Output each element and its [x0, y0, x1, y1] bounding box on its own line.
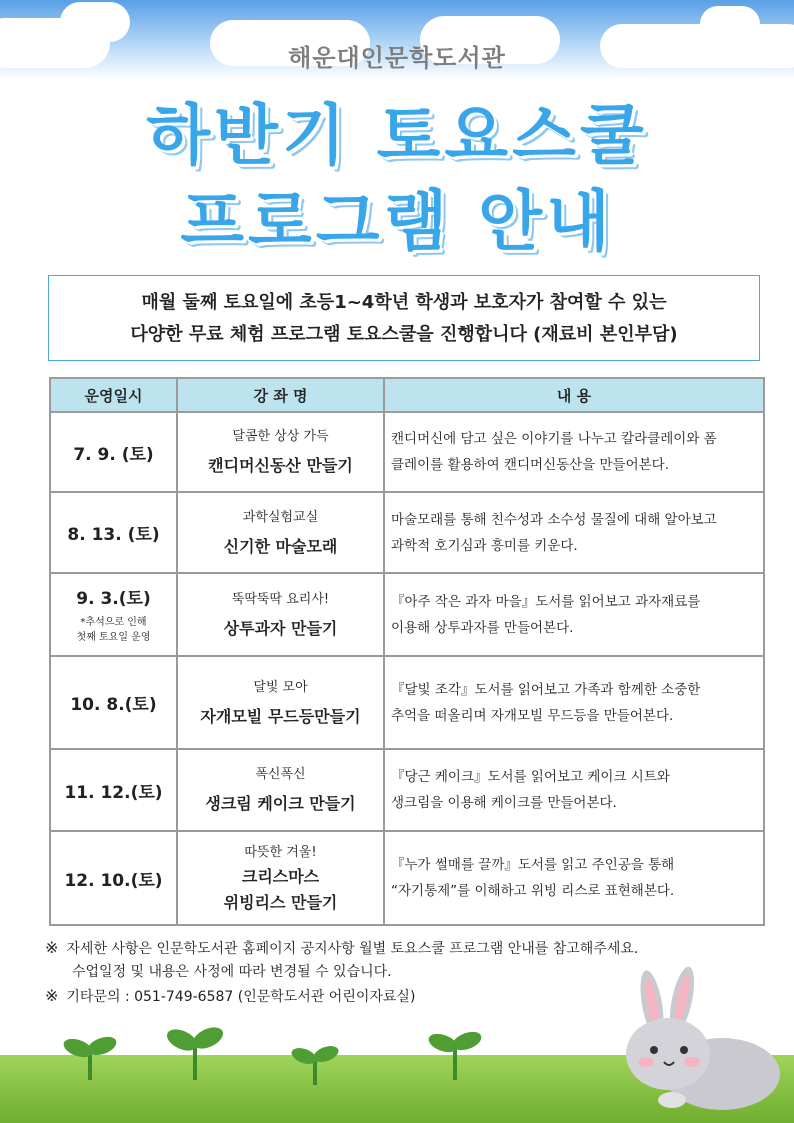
- desc-line: 캔디머신에 담고 싶은 이야기를 나누고 칼라클레이와 폼: [391, 431, 717, 447]
- row-course: [177, 412, 384, 492]
- intro-box: [48, 275, 760, 361]
- desc-line: 추억을 떠올리며 자개모빌 무드등을 만들어본다.: [391, 707, 674, 724]
- footer-note-1b: [72, 961, 392, 981]
- footer-note-2: [45, 986, 415, 1006]
- date-note: *추석으로 인해: [80, 617, 147, 628]
- desc-line: 『아주 작은 과자 마을』도서를 읽어보고 과자재료를: [391, 593, 701, 610]
- library-name: 해운대인문학도서관: [288, 44, 506, 72]
- course-name: 생크림 케이크 만들기: [205, 794, 356, 813]
- course-subtitle: 달콤한 상상 가득: [232, 429, 329, 444]
- table-row: [50, 749, 764, 831]
- date-text: 9. 3.(토): [76, 589, 151, 609]
- course-subtitle: 과학실험교실: [242, 509, 319, 525]
- row-date: [50, 749, 177, 831]
- row-course: [177, 573, 384, 656]
- rabbit-icon: [612, 962, 782, 1112]
- row-desc: [384, 573, 764, 656]
- header-content: 내 용: [384, 378, 764, 412]
- desc-line: “자기통제”를 이해하고 위빙 리스로 표현해본다.: [391, 883, 675, 899]
- course-subtitle: 따뜻한 겨울!: [244, 844, 317, 860]
- course-name: 위빙리스 만들기: [223, 892, 338, 912]
- table-row: [50, 573, 764, 656]
- row-desc: [384, 492, 764, 573]
- desc-line: 클레이를 활용하여 캔디머신동산을 만들어본다.: [391, 457, 669, 473]
- desc-line: 마술모래를 통해 친수성과 소수성 물질에 대해 알아보고: [391, 511, 717, 528]
- header-course: 강 좌 명: [177, 378, 384, 412]
- table-row: [50, 831, 764, 925]
- desc-line: 『당근 케이크』도서를 읽어보고 케이크 시트와: [391, 769, 670, 785]
- reference-mark: ※: [45, 986, 59, 1005]
- page-title-line2: 프로그램 안내: [180, 183, 614, 260]
- table-header-row: [50, 378, 764, 412]
- row-date: [50, 412, 177, 492]
- row-desc: [384, 831, 764, 925]
- reference-mark: ※: [45, 938, 59, 957]
- date-text: 7. 9. (토): [73, 444, 154, 465]
- course-name: 캔디머신동산 만들기: [208, 456, 353, 475]
- desc-line: 『누가 썰매를 끌까』도서를 읽고 주인공을 통해: [391, 857, 675, 873]
- sprout-icon: [60, 1030, 120, 1080]
- page-title-line1: 하반기 토요스쿨: [146, 97, 648, 174]
- row-course: [177, 831, 384, 925]
- date-text: 11. 12.(토): [64, 782, 163, 803]
- cloud-icon: [700, 6, 760, 42]
- cloud-icon: [60, 2, 130, 42]
- intro-line1: 매월 둘째 토요일에 초등1~4학년 학생과 보호자가 참여할 수 있는: [141, 292, 667, 313]
- course-subtitle: 폭신폭신: [255, 767, 306, 782]
- course-subtitle: 뚝딱뚝딱 요리사!: [231, 591, 330, 607]
- sprout-icon: [290, 1040, 340, 1085]
- footer-note-1: [45, 938, 638, 958]
- row-course: [177, 749, 384, 831]
- schedule-table: [49, 377, 765, 926]
- row-date: [50, 831, 177, 925]
- course-subtitle: 달빛 모아: [253, 679, 308, 695]
- header-date: 운영일시: [50, 378, 177, 412]
- sprout-icon: [165, 1020, 225, 1080]
- course-name: 상투과자 만들기: [223, 618, 338, 638]
- date-text: 8. 13. (토): [67, 525, 160, 545]
- footer-note-text: 자세한 사항은 인문학도서관 홈페이지 공지사항 월별 토요스쿨 프로그램 안내를 참고해주세요.: [66, 941, 639, 957]
- desc-line: 생크림을 이용해 케이크를 만들어본다.: [391, 795, 617, 811]
- sprout-icon: [425, 1025, 485, 1080]
- intro-line2: 다양한 무료 체험 프로그램 토요스쿨을 진행합니다 (재료비 본인부담): [130, 324, 678, 345]
- row-date: [50, 573, 177, 656]
- date-note: 첫째 토요일 운영: [76, 632, 151, 643]
- course-name: 신기한 마술모래: [223, 536, 338, 556]
- desc-line: 과학적 호기심과 흥미를 키운다.: [391, 537, 578, 554]
- table-row: [50, 656, 764, 749]
- desc-line: 이용해 상투과자를 만들어본다.: [391, 619, 574, 636]
- footer-note-text: 수업일정 및 내용은 사정에 따라 변경될 수 있습니다.: [72, 964, 392, 980]
- date-text: 10. 8.(토): [70, 695, 157, 715]
- row-date: [50, 656, 177, 749]
- desc-line: 『달빛 조각』도서를 읽어보고 가족과 함께한 소중한: [391, 681, 701, 698]
- row-date: [50, 492, 177, 573]
- row-course: [177, 656, 384, 749]
- course-name: 크리스마스: [241, 866, 320, 886]
- footer-contact-text: 기타문의 : 051-749-6587 (인문학도서관 어린이자료실): [66, 989, 416, 1005]
- course-name: 자개모빌 무드등만들기: [200, 706, 361, 726]
- row-desc: [384, 412, 764, 492]
- row-desc: [384, 749, 764, 831]
- date-text: 12. 10.(토): [64, 870, 163, 891]
- row-course: [177, 492, 384, 573]
- table-row: [50, 412, 764, 492]
- table-row: [50, 492, 764, 573]
- row-desc: [384, 656, 764, 749]
